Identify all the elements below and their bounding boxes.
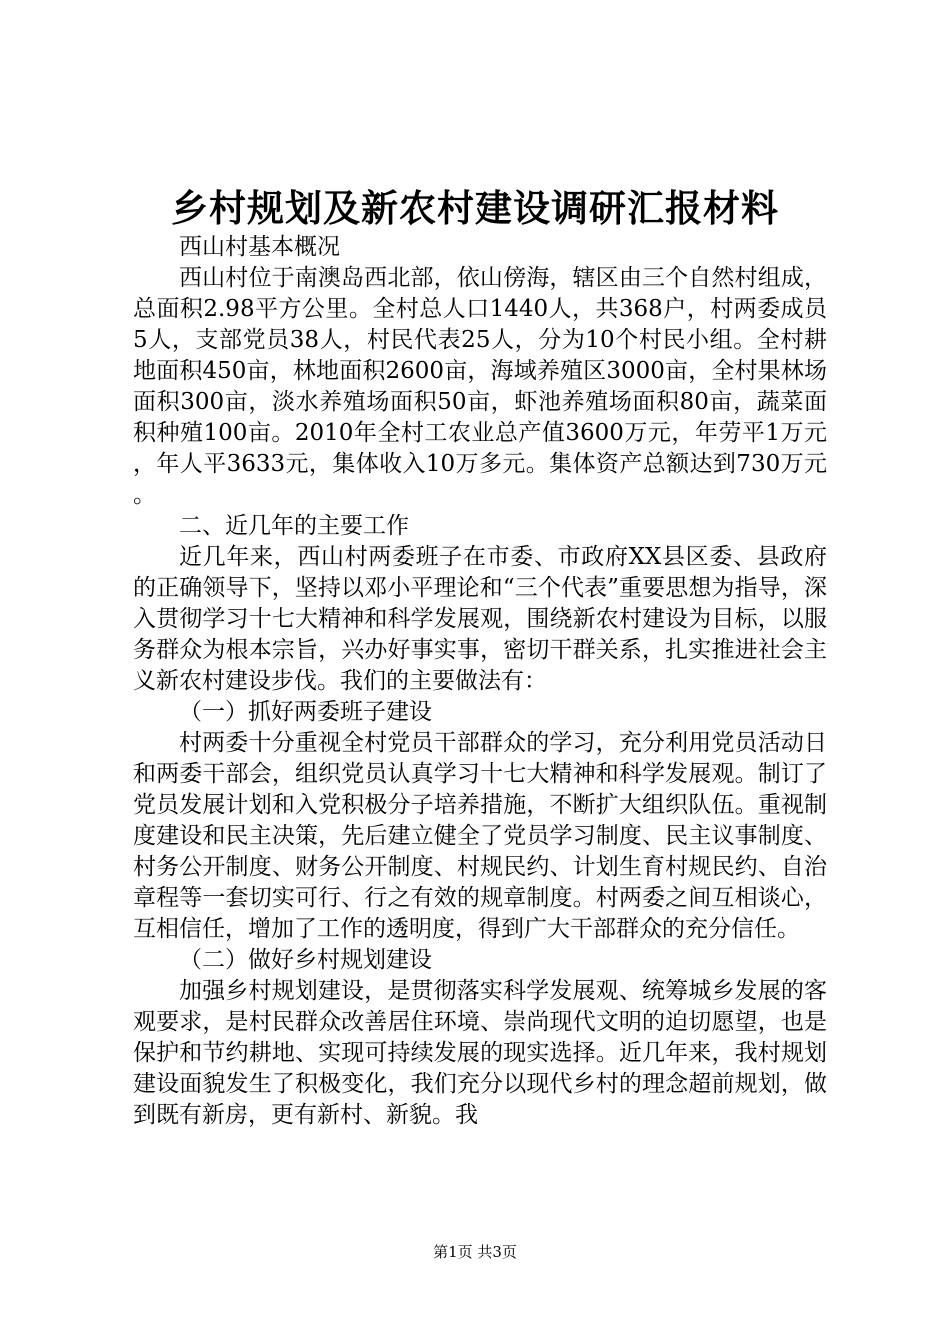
document-title: 乡村规划及新农村建设调研汇报材料 <box>171 186 779 230</box>
section-heading: （一）抓好两委班子建设 <box>179 699 432 725</box>
body-paragraph: 村两委十分重视全村党员干部群众的学习，充分利用党员活动日和两委干部会，组织党员认真学习十七大精神和科学发展观。制订了党员发展计划和入党积极分子培养措施，不断扩大组织队伍。重视制度建设和民主决策，先后建立健全了党员学习制度、民主议事制度、村务公开制度、财务公开制度、村规民约、计划生育村规民约、自治章程等一套切实可行、行之有效的规章制度。村两委之间互相谈心，互相信任，增加了工作的透明度，得到广大干部群众的充分信任。 <box>133 730 827 942</box>
section-heading: 二、近几年的主要工作 <box>179 513 409 539</box>
section-heading: 西山村基本概况 <box>179 234 340 260</box>
body-paragraph: 近几年来，西山村两委班子在市委、市政府XX县区委、县政府的正确领导下，坚持以邓小平理论和“三个代表”重要思想为指导，深入贯彻学习十七大精神和科学发展观，围绕新农村建设为目标，以服务群众为根本宗旨，兴办好事实事，密切干群关系，扎实推进社会主义新农村建设步伐。我们的主要做法有： <box>133 544 827 694</box>
document-body <box>133 232 827 1131</box>
body-paragraph: 加强乡村规划建设，是贯彻落实科学发展观、统筹城乡发展的客观要求，是村民群众改善居住环境、崇尚现代文明的迫切愿望，也是保护和节约耕地、实现可持续发展的现实选择。近几年来，我村规划建设面貌发生了积极变化，我们充分以现代乡村的理念超前规划，做到既有新房，更有新村、新貌。我 <box>133 978 827 1128</box>
page-footer: 第1页 共3页 <box>433 1243 517 1261</box>
body-paragraph: 西山村位于南澳岛西北部，依山傍海，辖区由三个自然村组成，总面积2.98平方公里。全村总人口1440人，共368户，村两委成员5人，支部党员38人，村民代表25人，分为10个村民小组。全村耕地面积450亩，林地面积2600亩，海域养殖区3000亩，全村果林场面积300亩，淡水养殖场面积50亩，虾池养殖场面积80亩，蔬菜面积种殖100亩。2010年全村工农业总产值3600万元，年劳平1万元，年人平3633元，集体收入10万多元。集体资产总额达到730万元。 <box>133 265 827 508</box>
section-heading: （二）做好乡村规划建设 <box>179 947 432 973</box>
